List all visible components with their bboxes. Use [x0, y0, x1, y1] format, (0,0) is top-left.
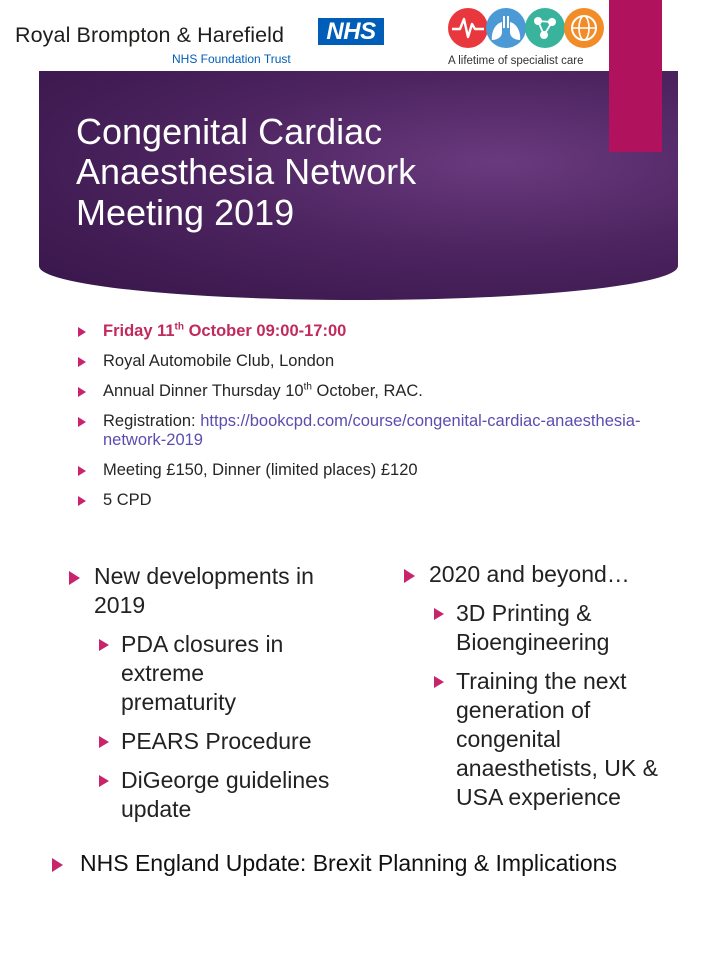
bullet-icon	[99, 736, 109, 748]
event-date: Friday 11th October 09:00-17:00	[78, 322, 678, 341]
title-line: Anaesthesia Network	[76, 151, 417, 193]
bullet-icon	[78, 327, 86, 337]
heart-rate-icon	[448, 8, 488, 48]
nhs-logo: NHS	[318, 18, 384, 45]
bullet-icon	[78, 387, 86, 397]
column-heading: New developments in 2019	[69, 562, 334, 620]
event-details-list	[78, 322, 678, 521]
org-name: Royal Brompton & Harefield	[15, 23, 285, 47]
bullet-icon	[99, 639, 109, 651]
list-item: 3D Printing & Bioengineering	[434, 599, 656, 657]
tagline: A lifetime of specialist care	[448, 55, 584, 67]
bullet-icon	[404, 569, 415, 583]
bullet-icon	[78, 466, 86, 476]
bullet-icon	[78, 357, 86, 367]
column-heading: 2020 and beyond…	[404, 560, 699, 589]
trust-name: NHS Foundation Trust	[172, 52, 291, 66]
lungs-icon	[486, 8, 526, 48]
future-column	[404, 560, 704, 812]
molecule-icon	[525, 8, 565, 48]
bullet-icon	[78, 496, 86, 506]
new-developments-column	[69, 562, 369, 824]
page-title	[76, 112, 596, 233]
list-item: Training the next generation of congenital anaesthetists, UK & USA experience	[434, 667, 686, 812]
event-pricing: Meeting £150, Dinner (limited places) £120	[78, 461, 678, 480]
title-line: Meeting 2019	[76, 191, 295, 233]
list-item: DiGeorge guidelines update	[99, 766, 351, 824]
list-item: PDA closures in extreme prematurity	[99, 630, 301, 717]
bullet-icon	[69, 571, 80, 585]
bullet-icon	[52, 858, 63, 872]
event-registration: Registration: https://bookcpd.com/course/congenital-cardiac-anaesthesia-network-2019	[78, 412, 648, 450]
bullet-icon	[434, 676, 444, 688]
event-venue: Royal Automobile Club, London	[78, 352, 678, 371]
globe-icon	[564, 8, 604, 48]
bullet-icon	[99, 775, 109, 787]
nhs-england-update: NHS England Update: Brexit Planning & Implications	[52, 850, 617, 877]
title-line: Congenital Cardiac	[76, 111, 383, 152]
registration-link[interactable]: https://bookcpd.com/course/congenital-cardiac-anaesthesia-network-2019	[103, 412, 641, 449]
bullet-icon	[434, 608, 444, 620]
event-dinner: Annual Dinner Thursday 10th October, RAC.	[78, 382, 678, 401]
specialist-care-icons	[446, 4, 606, 54]
list-item: PEARS Procedure	[99, 727, 351, 756]
bullet-icon	[78, 417, 86, 427]
event-cpd: 5 CPD	[78, 491, 678, 510]
accent-bar	[609, 0, 662, 152]
